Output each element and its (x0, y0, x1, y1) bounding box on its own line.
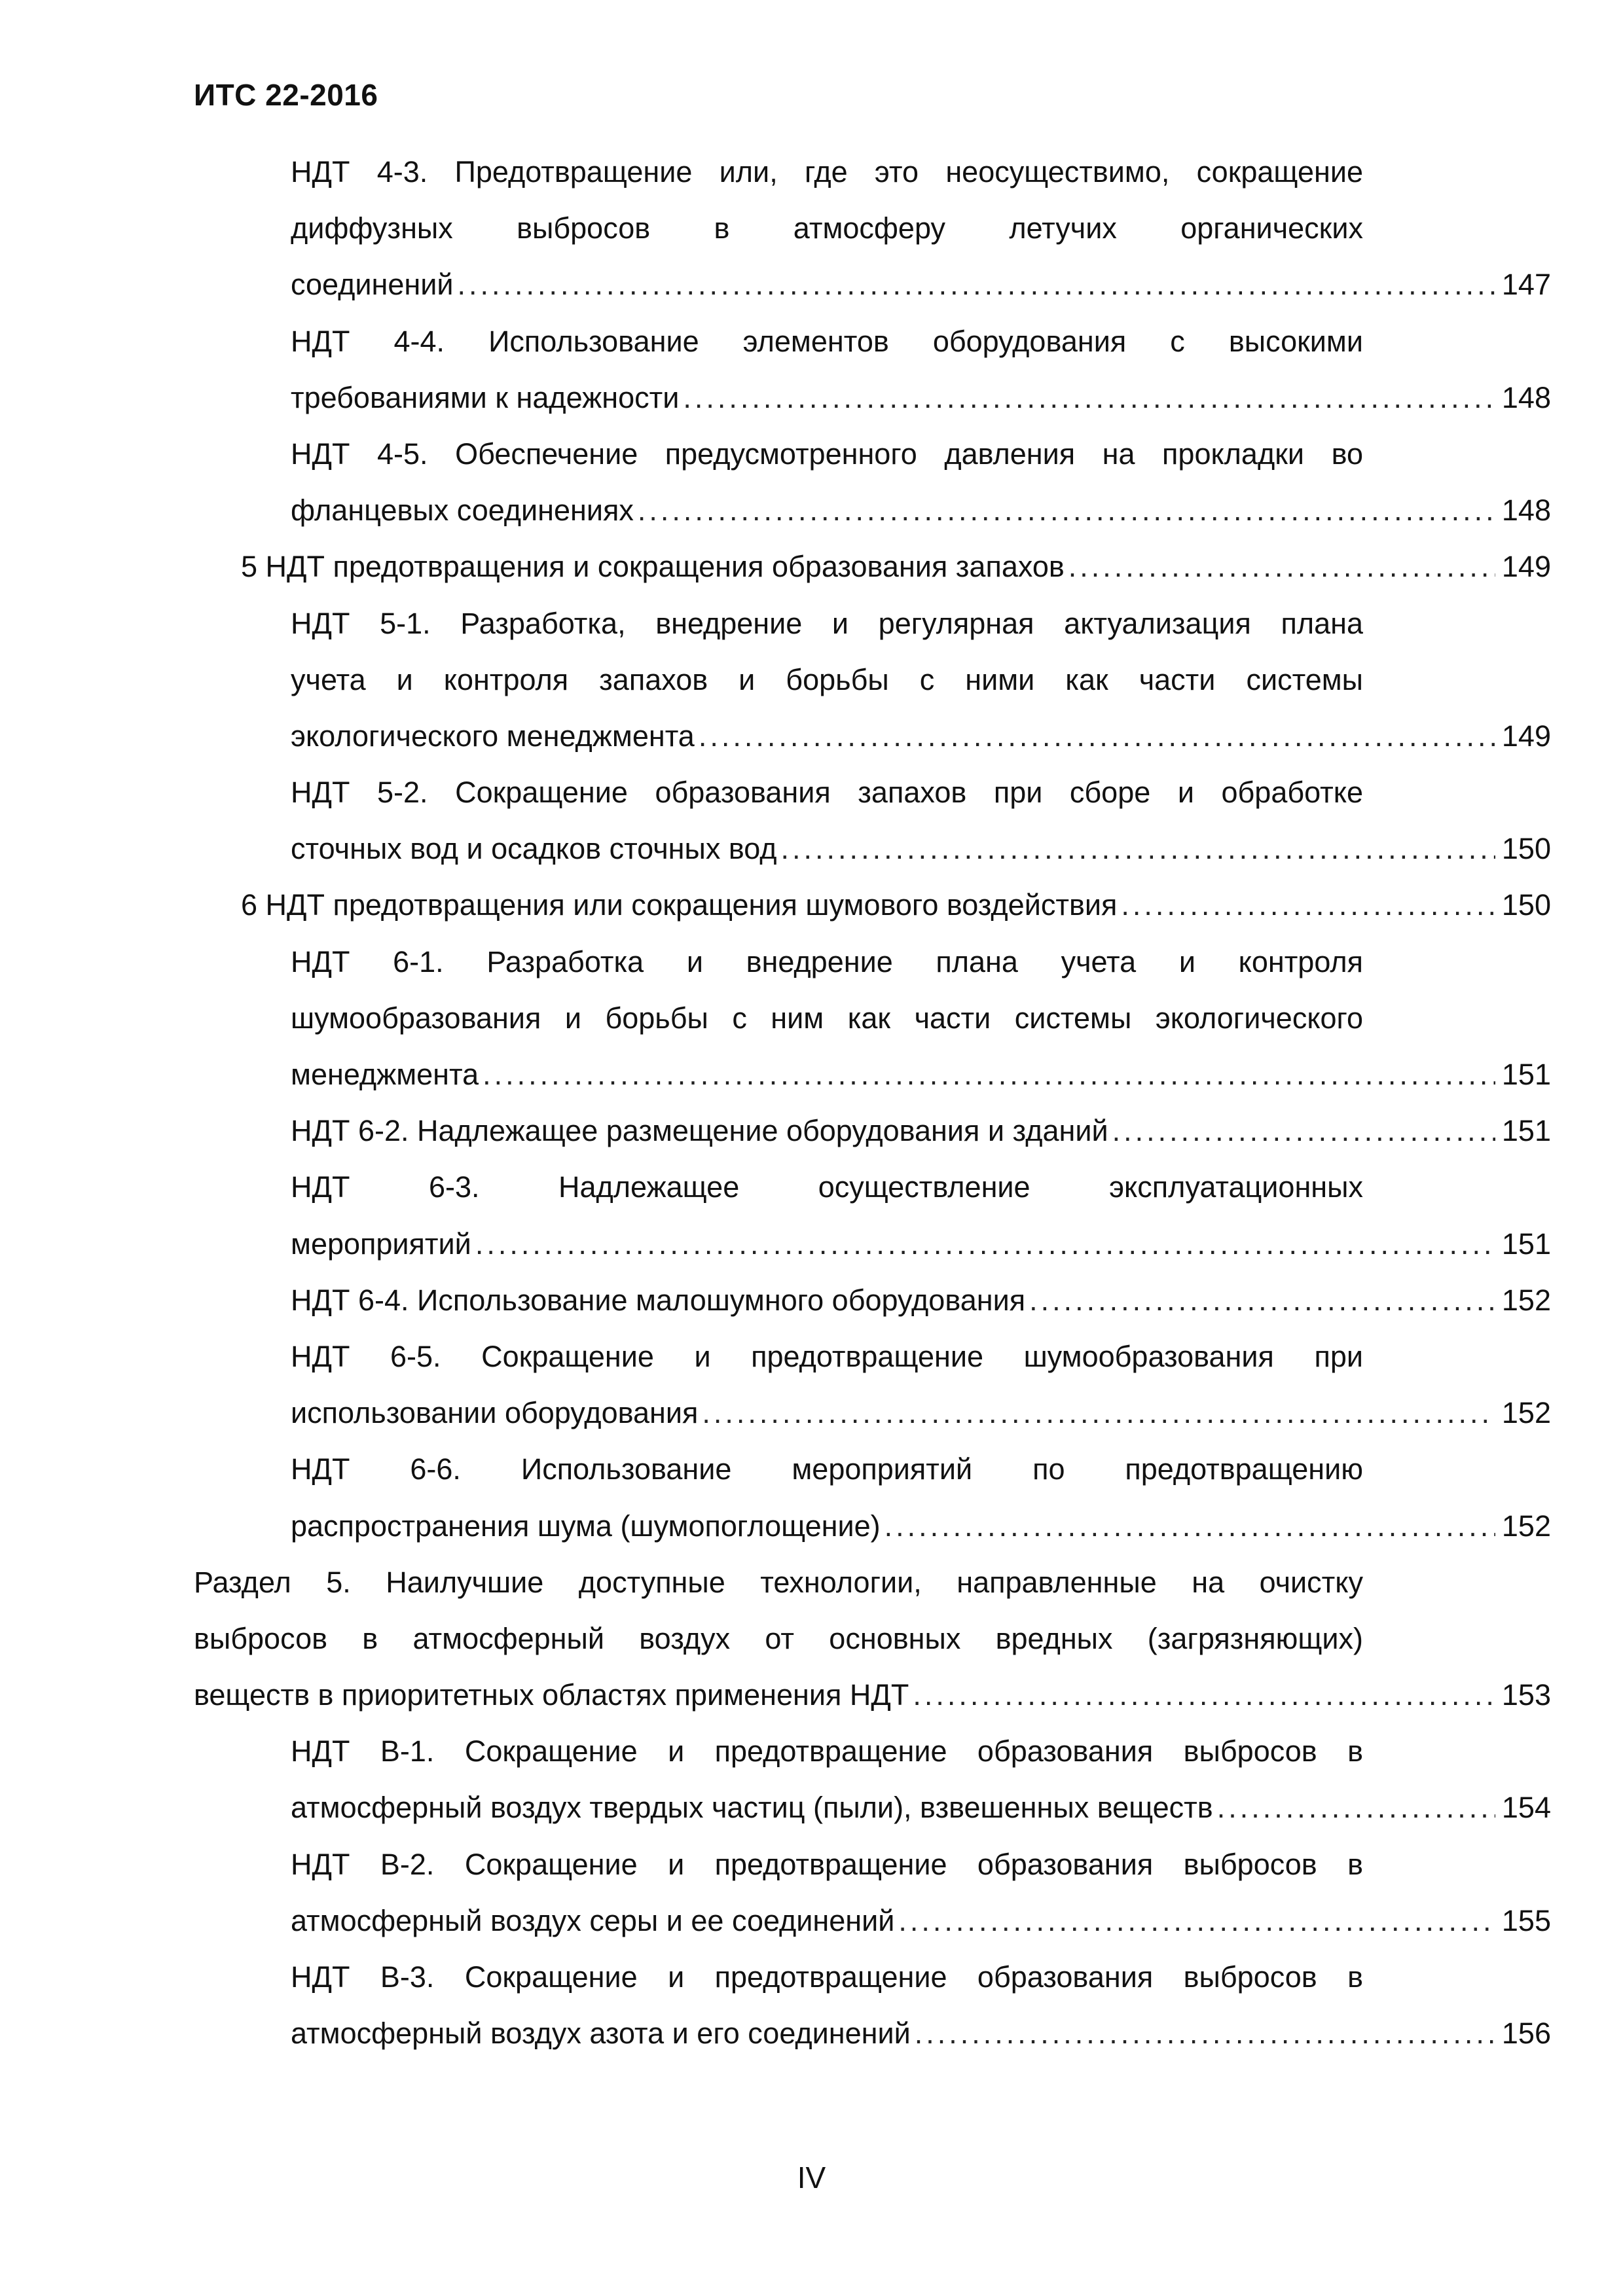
toc-page-number: 148 (1501, 493, 1551, 528)
toc-page-number: 152 (1501, 1396, 1551, 1430)
toc-entry-line (0, 1272, 1551, 1329)
toc-entry-line (0, 1723, 1363, 1780)
toc-entry-text: выбросов в атмосферный воздух от основных вредных (загрязняющих) (194, 1621, 1363, 1655)
dot-leader (1217, 1780, 1495, 1836)
toc-entry-text: мероприятий (291, 1227, 471, 1261)
dot-leader (1029, 1272, 1495, 1329)
toc-entry-text: НДТ В-1. Сокращение и предотвращение образования выбросов в (291, 1734, 1363, 1768)
toc-entry-line (0, 2005, 1551, 2062)
dot-leader (915, 2005, 1495, 2062)
toc-entry-text: НДТ 5-2. Сокращение образования запахов при сборе и обработке (291, 776, 1363, 810)
dot-leader (638, 482, 1495, 539)
toc-entry-text: экологического менеджмента (291, 719, 695, 753)
toc-page-number: 150 (1501, 888, 1551, 922)
toc-entry-text: шумообразования и борьбы с ним как части системы экологического (291, 1001, 1363, 1035)
dot-leader (898, 1893, 1495, 1949)
dot-leader (884, 1498, 1495, 1554)
toc-entry-line (0, 821, 1551, 877)
toc-entry-line (0, 1385, 1551, 1441)
toc-entry-text: НДТ 6-3. Надлежащее осуществление эксплуатационных (291, 1170, 1363, 1204)
toc-page-number: 152 (1501, 1283, 1551, 1317)
toc-entry-line (0, 482, 1551, 539)
toc-entry-text: использовании оборудования (291, 1396, 699, 1430)
toc-page-number: 149 (1501, 550, 1551, 584)
toc-entry-text: НДТ В-2. Сокращение и предотвращение образования выбросов в (291, 1847, 1363, 1881)
toc-entry-line (0, 426, 1363, 482)
toc-entry-text: НДТ 4-3. Предотвращение или, где это неосуществимо, сокращение (291, 155, 1363, 188)
toc-entry-line (0, 370, 1551, 426)
toc-entry-line (0, 200, 1363, 257)
toc-entry-text: распространения шума (шумопоглощение) (291, 1509, 881, 1543)
toc-entry-line (0, 596, 1363, 652)
toc-entry-line (0, 1893, 1551, 1949)
toc-entry-text: НДТ 4-5. Обеспечение предусмотренного давления на прокладки во (291, 437, 1363, 471)
toc-page-number: 147 (1501, 268, 1551, 302)
toc-entry-text: соединений (291, 268, 454, 302)
toc-entry-line (0, 314, 1363, 370)
toc-entry-line (0, 1047, 1551, 1103)
toc-entry-line (0, 990, 1363, 1047)
toc-page-number: 154 (1501, 1791, 1551, 1825)
toc-entry-line (0, 1103, 1551, 1159)
toc-entry-line (0, 652, 1363, 708)
toc-entry-line (0, 1441, 1363, 1498)
toc-page-number: 150 (1501, 832, 1551, 866)
toc-entry-text: атмосферный воздух твердых частиц (пыли), взвешенных веществ (291, 1791, 1213, 1825)
toc-page-number: 156 (1501, 2017, 1551, 2051)
toc-entry-text: НДТ 6-5. Сокращение и предотвращение шумообразования при (291, 1339, 1363, 1373)
toc-entry-text: атмосферный воздух азота и его соединений (291, 2017, 911, 2051)
toc-entry-line (0, 1611, 1363, 1667)
toc-entry-text: НДТ 6-6. Использование мероприятий по предотвращению (291, 1452, 1363, 1486)
toc-page-number: 155 (1501, 1903, 1551, 1937)
dot-leader (1121, 877, 1495, 933)
toc-entry-line (0, 1780, 1551, 1836)
toc-entry-text: НДТ 4-4. Использование элементов оборудования с высокими (291, 324, 1363, 358)
toc-entry-text: НДТ 6-1. Разработка и внедрение плана учета и контроля (291, 944, 1363, 978)
toc-entry-text: фланцевых соединениях (291, 493, 634, 528)
toc-entry-line (0, 1159, 1363, 1215)
toc-entry-line (0, 144, 1363, 200)
dot-leader (475, 1216, 1495, 1272)
dot-leader (1068, 539, 1495, 595)
toc-entry-line (0, 764, 1363, 821)
toc-entry-line (0, 257, 1551, 313)
table-of-contents (0, 144, 1623, 2062)
toc-entry-text: НДТ 6-2. Надлежащее размещение оборудования и зданий (291, 1114, 1108, 1148)
toc-entry-text: атмосферный воздух серы и ее соединений (291, 1903, 895, 1937)
toc-page-number: 148 (1501, 380, 1551, 414)
toc-entry-line (0, 539, 1551, 595)
dot-leader (699, 708, 1495, 764)
toc-entry-line (0, 1498, 1551, 1554)
toc-page-number: 151 (1501, 1058, 1551, 1091)
toc-entry-text: требованиями к надежности (291, 380, 680, 414)
toc-page-number: 149 (1501, 719, 1551, 753)
toc-entry-text: диффузных выбросов в атмосферу летучих органических (291, 211, 1363, 245)
toc-entry-line (0, 934, 1363, 990)
dot-leader (1112, 1103, 1495, 1159)
toc-entry-line (0, 1667, 1551, 1723)
toc-entry-line (0, 708, 1551, 764)
toc-entry-line (0, 1837, 1363, 1893)
dot-leader (483, 1047, 1495, 1103)
toc-entry-text: менеджмента (291, 1058, 479, 1091)
toc-entry-line (0, 1329, 1363, 1385)
document-header-title: ИТС 22-2016 (194, 78, 378, 112)
dot-leader (683, 370, 1495, 426)
page-number: IV (797, 2161, 826, 2195)
toc-entry-text: НДТ 6-4. Использование малошумного оборудования (291, 1283, 1026, 1317)
dot-leader (913, 1667, 1495, 1723)
toc-page-number: 151 (1501, 1114, 1551, 1148)
toc-entry-text: 6 НДТ предотвращения или сокращения шумового воздействия (241, 888, 1118, 922)
toc-entry-text: 5 НДТ предотвращения и сокращения образования запахов (241, 550, 1065, 584)
toc-entry-line (0, 1554, 1363, 1611)
toc-entry-text: Раздел 5. Наилучшие доступные технологии, направленные на очистку (194, 1565, 1363, 1599)
toc-entry-text: веществ в приоритетных областях применения НДТ (194, 1678, 909, 1712)
dot-leader (457, 257, 1495, 313)
toc-entry-line (0, 877, 1551, 933)
toc-entry-text: НДТ В-3. Сокращение и предотвращение образования выбросов в (291, 1960, 1363, 1994)
dot-leader (702, 1385, 1495, 1441)
toc-entry-text: сточных вод и осадков сточных вод (291, 832, 777, 866)
toc-page-number: 153 (1501, 1678, 1551, 1712)
toc-entry-line (0, 1949, 1363, 2005)
toc-entry-text: учета и контроля запахов и борьбы с ними как части системы (291, 662, 1363, 696)
toc-page-number: 151 (1501, 1227, 1551, 1261)
toc-entry-line (0, 1216, 1551, 1272)
toc-entry-text: НДТ 5-1. Разработка, внедрение и регулярная актуализация плана (291, 606, 1363, 640)
dot-leader (781, 821, 1495, 877)
toc-page-number: 152 (1501, 1509, 1551, 1543)
